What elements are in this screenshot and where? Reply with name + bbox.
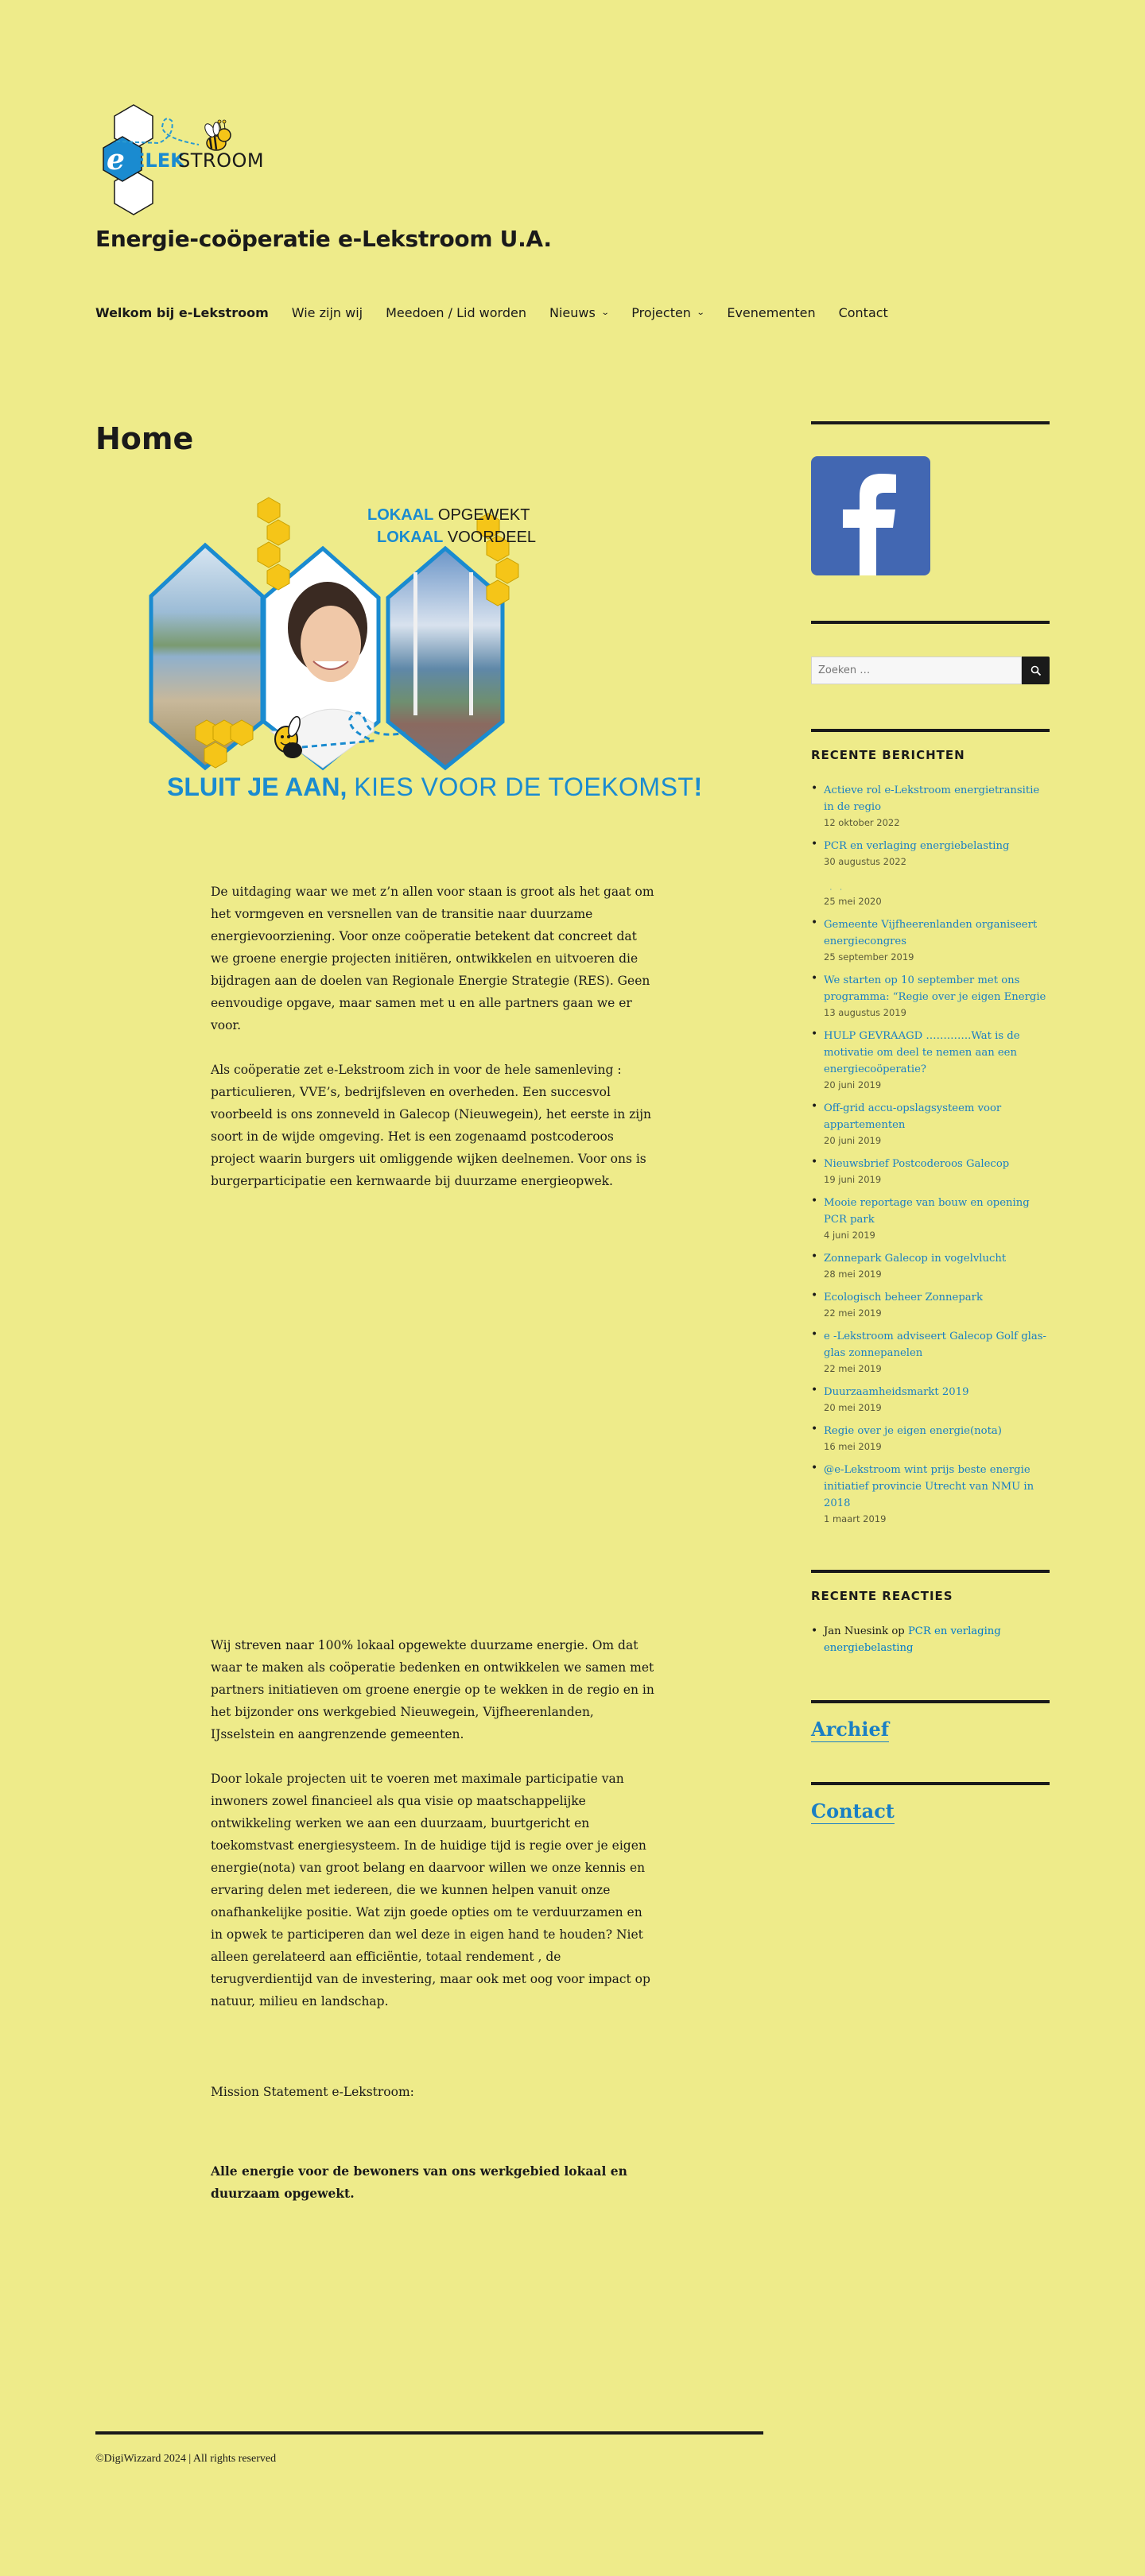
list-item	[811, 1384, 1050, 1416]
comment-connector: op	[891, 1625, 905, 1637]
logo-graphic	[95, 103, 294, 216]
post-link[interactable]: • @e-Lekstroom wint prijs beste energie initiatief provincie Utrecht van NMU in 2018	[824, 1464, 1034, 1509]
list-item	[811, 972, 1050, 1021]
page-title: Home	[95, 421, 194, 456]
search-button[interactable]	[1022, 657, 1050, 684]
list-item	[811, 838, 1050, 870]
list-item	[811, 877, 1050, 909]
post-link[interactable]: • Ecologisch beheer Zonnepark	[824, 1292, 983, 1303]
post-date: 22 mei 2019	[824, 1307, 882, 1319]
contact-widget	[811, 1782, 1050, 1824]
post-date: 19 juni 2019	[824, 1174, 882, 1185]
nav-item-projecten[interactable]	[631, 305, 704, 320]
post-date: 28 mei 2019	[824, 1269, 882, 1280]
chevron-down-icon: ⌄	[600, 308, 610, 317]
paragraph: Door lokale projecten uit te voeren met maximale participatie van inwoners zowel financieel als qua visie op maatschappelijke ontwikkeling werken we aan een duurzaam, buurtgericht en toekomstvast energiesysteem. In de huidige tijd is regie over je eigen energie(nota) van groot belang en daarvoor willen we onze kennis en ervaring delen met iedereen, die we kunnen helpen vanuit onze onafhankelijke positie. Wat zijn goede opties om te verduurzamen en in opwek te participeren dan wel deze in eigen hand te houden? Niet alleen gerelateerd aan efficiëntie, totaal rendement , de terugverdientijd van de investering, maar ook met oog voor impact op natuur, milieu en landschap.	[211, 1772, 650, 2009]
list-item	[811, 1100, 1050, 1149]
list-item	[811, 916, 1050, 965]
comment-post-link[interactable]: PCR en verlaging energiebelasting	[824, 1625, 1001, 1654]
post-link[interactable]: • Duurzaamheidsmarkt 2019	[824, 1386, 969, 1398]
post-date: 16 mei 2019	[824, 1441, 882, 1452]
post-date: 1 maart 2019	[824, 1513, 887, 1524]
archive-link[interactable]: Archief	[811, 1718, 890, 1741]
nav-item-wie-zijn-wij[interactable]	[292, 305, 363, 320]
list-item	[811, 782, 1050, 831]
facebook-icon	[811, 456, 930, 575]
post-date: 20 mei 2019	[824, 1402, 882, 1413]
post-date: 4 juni 2019	[824, 1230, 875, 1241]
hero-banner-image	[143, 493, 703, 811]
archive-widget	[811, 1700, 1050, 1742]
mission-label: Mission Statement e-Lekstroom:	[211, 2085, 414, 2099]
list-item	[811, 1623, 1050, 1656]
facebook-widget	[811, 421, 1050, 575]
post-date: 12 oktober 2022	[824, 817, 900, 828]
search-icon	[1030, 665, 1042, 676]
sidebar	[811, 421, 1050, 1824]
recent-posts-widget	[811, 729, 1050, 1527]
nav-label: Evenementen	[727, 305, 816, 320]
post-date: 13 augustus 2019	[824, 1007, 906, 1018]
list-item	[811, 1250, 1050, 1282]
nav-item-contact[interactable]	[839, 305, 888, 320]
comment-author: Jan Nuesink	[824, 1625, 889, 1637]
contact-link[interactable]: Contact	[811, 1799, 895, 1823]
widget-title: RECENTE BERICHTEN	[811, 748, 965, 762]
post-link[interactable]: · ·	[824, 886, 842, 893]
post-date: 25 september 2019	[824, 951, 914, 963]
nav-label: Welkom bij e-Lekstroom	[95, 305, 269, 320]
footer-divider	[95, 2431, 763, 2435]
list-item	[811, 1289, 1050, 1321]
site-title[interactable]: Energie-coöperatie e-Lekstroom U.A.	[95, 226, 552, 252]
nav-label: Meedoen / Lid worden	[386, 305, 526, 320]
post-link[interactable]: • Regie over je eigen energie(nota)	[824, 1425, 1002, 1437]
chevron-down-icon: ⌄	[696, 308, 705, 317]
list-item	[811, 1423, 1050, 1455]
recent-posts-list	[811, 782, 1050, 1527]
post-date: 30 augustus 2022	[824, 856, 906, 867]
list-item	[811, 1328, 1050, 1377]
post-link[interactable]: • Zonnepark Galecop in vogelvlucht	[824, 1253, 1007, 1265]
paragraph: De uitdaging waar we met z’n allen voor staan is groot als het gaat om het vormgeven en versnellen van de transitie naar duurzame energievoorziening. Voor onze coöperatie betekent dat concreet dat we groene energie projecten initiëren, ontwikkelen en uitvoeren die bijdragen aan de doelen van Regionale Energie Strategie (RES). Geen eenvoudige opgave, maar samen met u en alle partners gaan we er voor.	[211, 885, 654, 1032]
search-input[interactable]	[811, 657, 1022, 684]
post-link[interactable]: • Actieve rol e-Lekstroom energietransitie in de regio	[824, 784, 1040, 813]
svg-text:ELEK: ELEK	[132, 149, 185, 172]
hero-tagline: SLUIT JE AAN, KIES VOOR DE TOEKOMST!	[167, 773, 703, 801]
paragraph: Wij streven naar 100% lokaal opgewekte duurzame energie. Om dat waar te maken als coöperatie bedenken en ontwikkelen we samen met partners initiatieven om groene energie op te wekken in de regio en in het bijzonder ons werkgebied Nieuwegein, Vijfheerenlanden, IJsselstein en aangrenzende gemeenten.	[211, 1638, 654, 1741]
list-item	[811, 1462, 1050, 1527]
post-date: 20 juni 2019	[824, 1135, 882, 1146]
svg-text:e: e	[107, 143, 125, 176]
nav-item-meedoen[interactable]	[386, 305, 526, 320]
list-item	[811, 1156, 1050, 1187]
post-date: 25 mei 2020	[824, 896, 882, 907]
site-logo[interactable]	[95, 103, 294, 216]
svg-text:STROOM: STROOM	[178, 149, 265, 172]
paragraph: Als coöperatie zet e-Lekstroom zich in voor de hele samenleving : particulieren, VVE’s, bedrijfsleven en overheden. Een succesvol voorbeeld is ons zonneveld in Galecop (Nieuwegein), het eerste in zijn soort in de wijde omgeving. Het is een zogenaamd postcoderoos project waarin burgers uit omliggende wijken deelnemen. Voor ons is burgerparticipatie een kernwaarde bij duurzame energieopwek.	[211, 1063, 652, 1188]
post-link[interactable]: • e -Lekstroom adviseert Galecop Golf glas-glas zonnepanelen	[824, 1331, 1046, 1359]
post-link[interactable]: • PCR en verlaging energiebelasting	[824, 840, 1010, 852]
post-link[interactable]: • Gemeente Vijfheerenlanden organiseert energiecongres	[824, 919, 1038, 947]
main-navigation	[95, 305, 911, 320]
recent-comments-widget	[811, 1570, 1050, 1656]
list-item	[811, 1028, 1050, 1093]
post-date: 20 juni 2019	[824, 1079, 882, 1090]
search-widget	[811, 621, 1050, 684]
mission-text	[211, 1634, 656, 2035]
intro-text	[211, 881, 656, 1214]
nav-item-welkom[interactable]	[95, 305, 269, 320]
post-link[interactable]: • We starten op 10 september met ons programma: “Regie over je eigen Energie	[824, 974, 1046, 1003]
mission-statement-text: Alle energie voor de bewoners van ons werkgebied lokaal en duurzaam opgewekt.	[211, 2163, 627, 2201]
post-link[interactable]: • Nieuwsbrief Postcoderoos Galecop	[824, 1158, 1010, 1170]
post-link[interactable]: • Off-grid accu-opslagsysteem voor appartementen	[824, 1102, 1002, 1131]
facebook-link[interactable]	[811, 456, 930, 575]
footer-copyright: ©DigiWizzard 2024 | All rights reserved	[95, 2453, 277, 2465]
search-form	[811, 657, 1050, 684]
nav-label: Projecten	[631, 305, 691, 320]
post-link[interactable]: • HULP GEVRAAGD ………….Wat is de motivatie om deel te nemen aan een energiecoöperatie?	[824, 1030, 1020, 1075]
recent-comments-list	[811, 1623, 1050, 1656]
post-link[interactable]: • Mooie reportage van bouw en opening PCR park	[824, 1197, 1030, 1226]
nav-label: Wie zijn wij	[291, 305, 363, 320]
list-item	[811, 1195, 1050, 1243]
widget-title: RECENTE REACTIES	[811, 1589, 953, 1603]
nav-item-evenementen[interactable]	[727, 305, 815, 320]
post-date: 22 mei 2019	[824, 1363, 882, 1374]
hero-slogan-top: LOKAAL OPGEWEKT LOKAAL VOORDEEL	[367, 506, 537, 546]
site-header	[95, 103, 1050, 216]
nav-label: Nieuws	[549, 305, 596, 320]
nav-item-nieuws[interactable]	[549, 305, 608, 320]
nav-label: Contact	[838, 305, 888, 320]
mission-statement-label	[211, 2081, 656, 2125]
mission-statement	[211, 2160, 656, 2227]
